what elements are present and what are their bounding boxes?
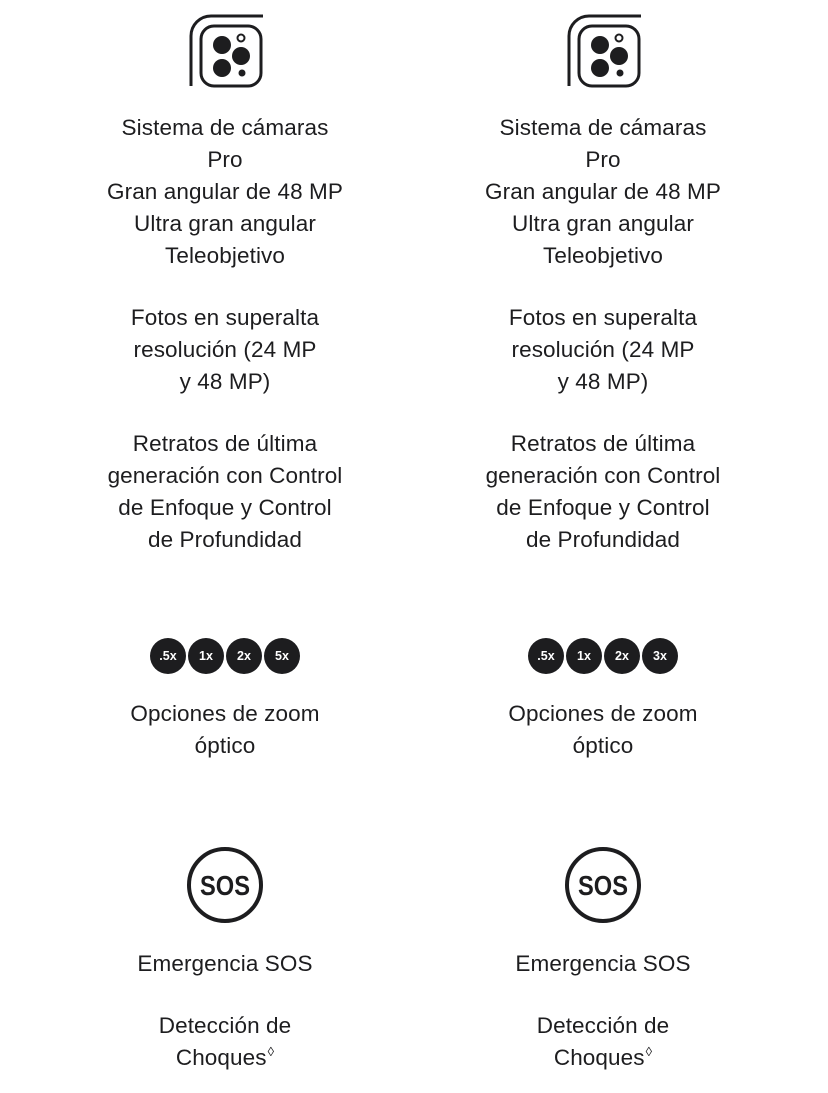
optical-zoom-line: Opciones de zoom	[508, 701, 698, 726]
emergency-sos-label	[75, 948, 375, 980]
crash-detection-label	[453, 1010, 753, 1074]
crash-detection-word: Choques	[175, 1045, 267, 1070]
sos-icon-text: SOS	[200, 870, 250, 901]
portraits-line: de Enfoque y Control	[118, 495, 332, 520]
camera-system-line: Sistema de cámaras	[121, 115, 329, 140]
emergency-sos-icon	[564, 846, 642, 924]
optical-zoom-label	[453, 698, 753, 762]
emergency-sos-line: Emergencia SOS	[515, 951, 691, 976]
emergency-sos-line: Emergencia SOS	[137, 951, 313, 976]
camera-system-line: Ultra gran angular	[134, 211, 316, 236]
photo-resolution-text	[453, 302, 753, 398]
camera-system-pro-icon	[567, 14, 641, 88]
crash-detection-line	[453, 1042, 753, 1074]
portraits-text	[75, 428, 375, 556]
portraits-line: generación con Control	[107, 463, 343, 488]
camera-system-line: Sistema de cámaras	[499, 115, 707, 140]
emergency-sos-icon	[186, 846, 264, 924]
zoom-chip: 1x	[566, 638, 602, 674]
photo-resolution-line: y 48 MP)	[557, 369, 649, 394]
portraits-line: generación con Control	[485, 463, 721, 488]
portraits-text	[453, 428, 753, 556]
zoom-chip: 3x	[642, 638, 678, 674]
photo-resolution-line: y 48 MP)	[179, 369, 271, 394]
sos-icon-text: SOS	[578, 870, 628, 901]
camera-system-line: Gran angular de 48 MP	[107, 179, 343, 204]
photo-resolution-line: resolución (24 MP	[511, 337, 695, 362]
zoom-chip: 2x	[226, 638, 262, 674]
photo-resolution-line: resolución (24 MP	[133, 337, 317, 362]
crash-detection-word: Choques	[553, 1045, 645, 1070]
camera-system-line: Ultra gran angular	[512, 211, 694, 236]
footnote-marker[interactable]: ◊	[645, 1044, 653, 1059]
footnote-marker[interactable]: ◊	[267, 1044, 275, 1059]
portraits-line: Retratos de última	[132, 431, 318, 456]
optical-zoom-label	[75, 698, 375, 762]
optical-zoom-line: Opciones de zoom	[130, 701, 320, 726]
crash-detection-line: Detección de	[536, 1013, 670, 1038]
portraits-line: Retratos de última	[510, 431, 696, 456]
photo-resolution-line: Fotos en superalta	[508, 305, 698, 330]
camera-system-pro-icon	[189, 14, 263, 88]
optical-zoom-line: óptico	[572, 733, 634, 758]
zoom-chip: .5x	[150, 638, 186, 674]
optical-zoom-chips	[453, 638, 753, 674]
camera-system-line: Teleobjetivo	[164, 243, 286, 268]
crash-detection-line: Detección de	[158, 1013, 292, 1038]
comparison-column-left	[75, 0, 375, 1093]
comparison-column-right	[453, 0, 753, 1093]
camera-system-line: Pro	[207, 147, 243, 172]
optical-zoom-line: óptico	[194, 733, 256, 758]
portraits-line: de Profundidad	[147, 527, 303, 552]
zoom-chip: .5x	[528, 638, 564, 674]
crash-detection-label	[75, 1010, 375, 1074]
camera-system-line: Teleobjetivo	[542, 243, 664, 268]
camera-system-line: Pro	[585, 147, 621, 172]
emergency-sos-label	[453, 948, 753, 980]
zoom-chip: 2x	[604, 638, 640, 674]
camera-system-line: Gran angular de 48 MP	[485, 179, 721, 204]
photo-resolution-text	[75, 302, 375, 398]
camera-system-text	[75, 112, 375, 272]
photo-resolution-line: Fotos en superalta	[130, 305, 320, 330]
crash-detection-line	[75, 1042, 375, 1074]
portraits-line: de Enfoque y Control	[496, 495, 710, 520]
camera-system-text	[453, 112, 753, 272]
portraits-line: de Profundidad	[525, 527, 681, 552]
zoom-chip: 1x	[188, 638, 224, 674]
optical-zoom-chips	[75, 638, 375, 674]
zoom-chip: 5x	[264, 638, 300, 674]
